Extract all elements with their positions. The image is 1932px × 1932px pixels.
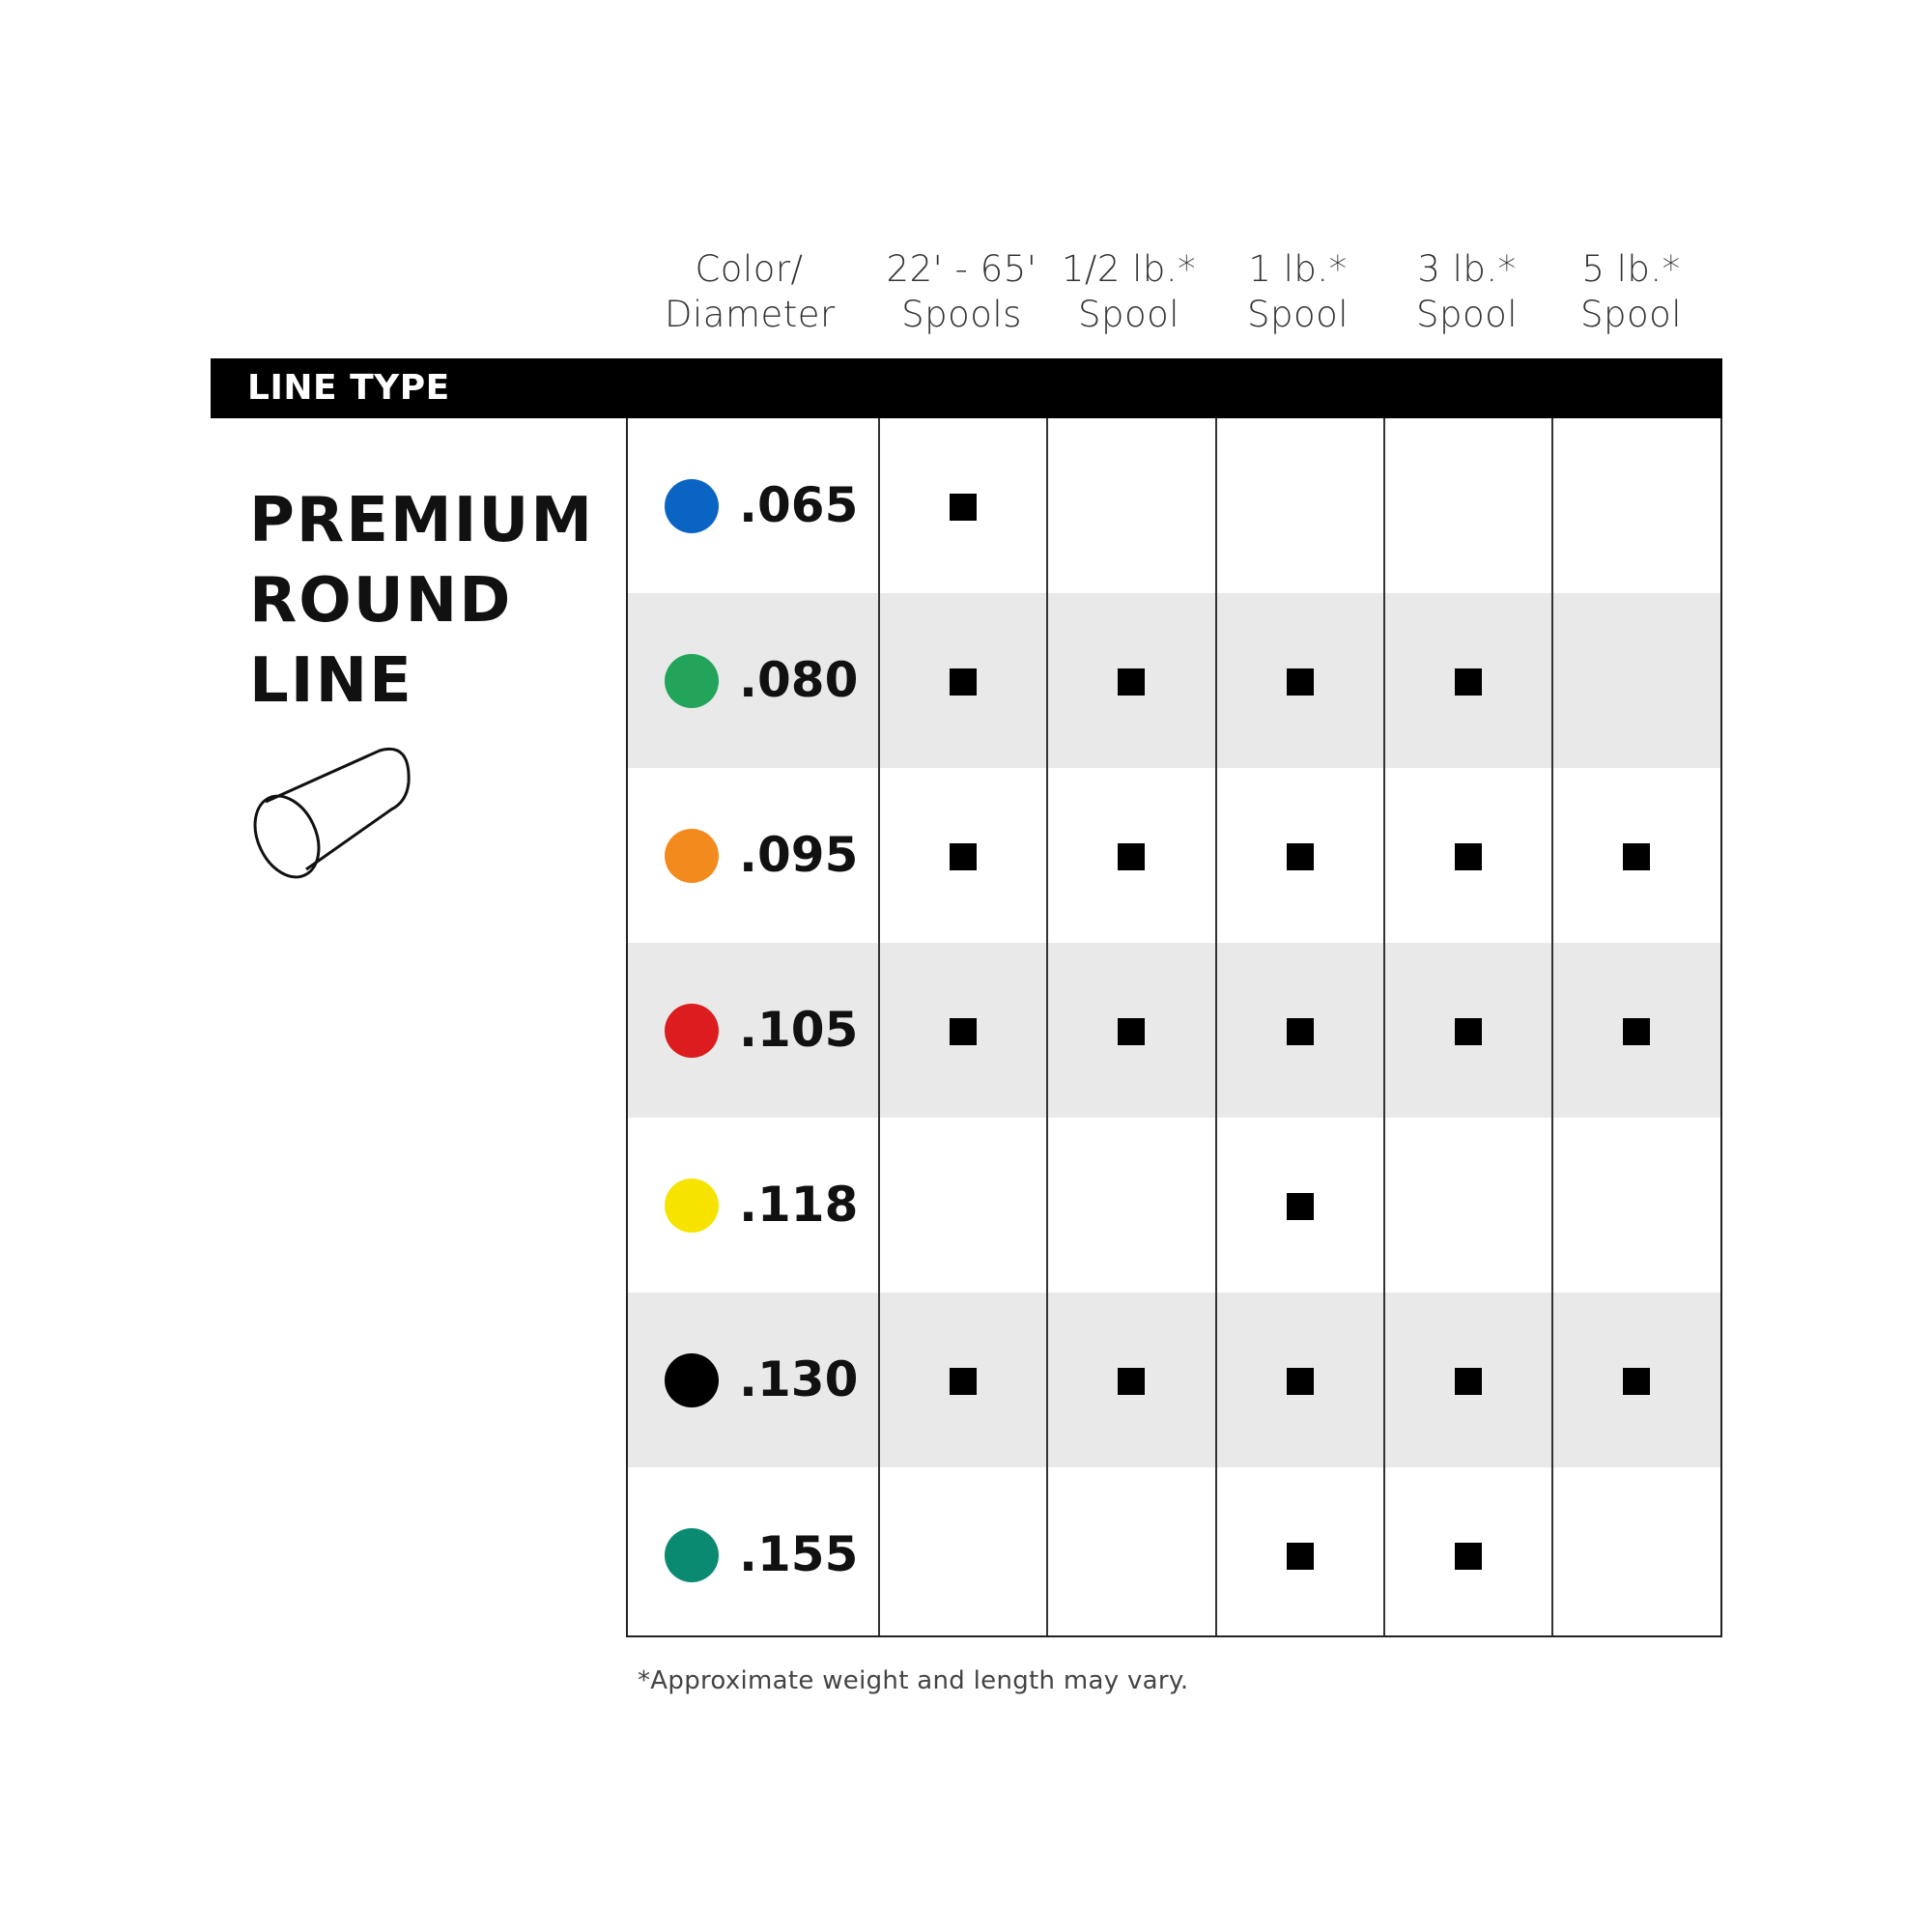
- column-header-three_lb: [1382, 246, 1551, 337]
- availability-mark-half_lb: [1118, 1368, 1145, 1395]
- diameter-label: .065: [739, 477, 859, 533]
- column-header-line: 3 lb.*: [1417, 248, 1517, 290]
- round-line-cylinder-icon: [246, 744, 430, 889]
- footnote: *Approximate weight and length may vary.: [638, 1666, 1189, 1695]
- column-header-five_lb: [1547, 246, 1716, 337]
- availability-mark-five_lb: [1623, 1018, 1650, 1045]
- availability-mark-five_lb: [1623, 843, 1650, 870]
- column-header-line: Color/: [695, 248, 804, 290]
- product-line-title-word: PREMIUM: [249, 485, 595, 556]
- diameter-label: .155: [739, 1526, 859, 1582]
- availability-mark-one_lb: [1287, 1193, 1314, 1220]
- availability-mark-spools: [950, 1018, 977, 1045]
- column-header-color: [665, 246, 834, 337]
- availability-table: [626, 418, 1722, 1637]
- availability-mark-one_lb: [1287, 843, 1314, 870]
- availability-mark-spools: [950, 843, 977, 870]
- column-header-line: Spool: [1246, 294, 1350, 335]
- availability-mark-half_lb: [1118, 668, 1145, 696]
- availability-mark-one_lb: [1287, 1018, 1314, 1045]
- column-header-spools: [877, 246, 1046, 337]
- column-divider: [1383, 418, 1385, 1635]
- diameter-label: .105: [739, 1002, 859, 1058]
- column-header-one_lb: [1213, 246, 1382, 337]
- diameter-label: .130: [739, 1351, 859, 1407]
- availability-mark-one_lb: [1287, 1543, 1314, 1570]
- column-header-line: Spool: [1579, 294, 1683, 335]
- availability-mark-three_lb: [1455, 843, 1482, 870]
- availability-mark-half_lb: [1118, 1018, 1145, 1045]
- column-header-line: 1/2 lb.*: [1061, 248, 1197, 290]
- column-header-line: Spools: [901, 294, 1022, 335]
- diameter-label: .118: [739, 1177, 859, 1233]
- column-header-line: 1 lb.*: [1248, 248, 1348, 290]
- column-divider: [1046, 418, 1048, 1635]
- column-headers: [0, 0, 1932, 357]
- product-line-title-word: LINE: [249, 645, 413, 717]
- availability-mark-spools: [950, 494, 977, 521]
- table-row: [628, 1118, 1720, 1293]
- table-row: [628, 1293, 1720, 1467]
- availability-mark-three_lb: [1455, 668, 1482, 696]
- column-header-line: 22' - 65': [886, 248, 1037, 290]
- table-row: [628, 768, 1720, 943]
- availability-mark-spools: [950, 668, 977, 696]
- availability-mark-three_lb: [1455, 1543, 1482, 1570]
- column-divider: [1551, 418, 1553, 1635]
- column-header-line: Spool: [1077, 294, 1180, 335]
- availability-mark-one_lb: [1287, 1368, 1314, 1395]
- availability-mark-three_lb: [1455, 1018, 1482, 1045]
- color-swatch: [665, 1004, 719, 1058]
- line-type-header-bar: [211, 358, 1722, 418]
- color-swatch: [665, 1528, 719, 1582]
- column-header-line: 5 lb.*: [1581, 248, 1681, 290]
- availability-mark-three_lb: [1455, 1368, 1482, 1395]
- color-swatch: [665, 829, 719, 883]
- color-swatch: [665, 1353, 719, 1407]
- diameter-label: .095: [739, 827, 859, 883]
- availability-mark-spools: [950, 1368, 977, 1395]
- column-header-line: Diameter: [665, 294, 836, 335]
- color-swatch: [665, 1179, 719, 1233]
- product-line-title-word: ROUND: [249, 565, 513, 637]
- table-row: [628, 1467, 1720, 1642]
- color-swatch: [665, 479, 719, 533]
- column-divider: [1215, 418, 1217, 1635]
- line-type-label: LINE TYPE: [247, 368, 450, 408]
- product-line-title: [249, 481, 636, 722]
- column-header-line: Spool: [1415, 294, 1519, 335]
- availability-mark-one_lb: [1287, 668, 1314, 696]
- column-header-half_lb: [1044, 246, 1213, 337]
- availability-mark-half_lb: [1118, 843, 1145, 870]
- diameter-label: .080: [739, 652, 859, 708]
- table-row: [628, 418, 1720, 593]
- table-row: [628, 593, 1720, 768]
- availability-mark-five_lb: [1623, 1368, 1650, 1395]
- column-divider: [878, 418, 880, 1635]
- table-row: [628, 943, 1720, 1118]
- color-swatch: [665, 654, 719, 708]
